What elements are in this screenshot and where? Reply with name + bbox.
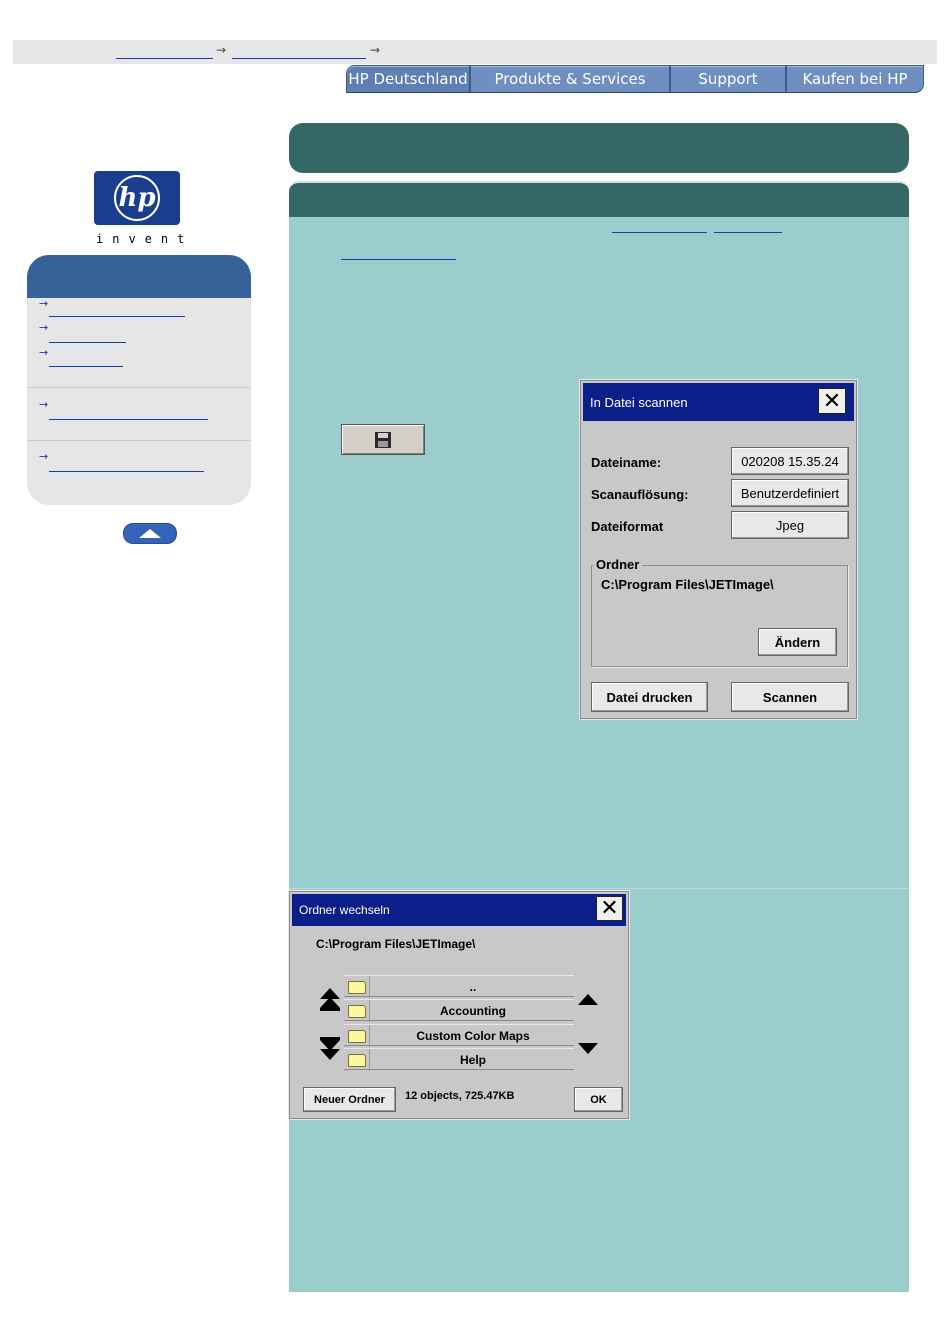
folder-list-item[interactable] bbox=[344, 1024, 574, 1046]
content-link-2[interactable] bbox=[714, 225, 782, 233]
file-format-select[interactable]: Jpeg bbox=[731, 511, 849, 539]
double-arrow-down-icon bbox=[320, 1037, 340, 1060]
sidebar-link-1[interactable] bbox=[49, 309, 185, 317]
scroll-down-button[interactable] bbox=[574, 1024, 602, 1072]
content-area bbox=[289, 217, 909, 1292]
close-icon[interactable]: ✕ bbox=[596, 896, 623, 921]
folder-name: .. bbox=[469, 980, 477, 994]
folder-icon bbox=[348, 1005, 366, 1018]
folder-status: 12 objects, 725.47KB bbox=[405, 1090, 515, 1102]
folder-list-item[interactable] bbox=[344, 1048, 574, 1070]
nav-tab-produkte-services[interactable]: Produkte & Services bbox=[470, 65, 670, 93]
sidebar-divider bbox=[27, 440, 251, 441]
sidebar-link-2[interactable] bbox=[49, 335, 126, 343]
hp-logo[interactable] bbox=[94, 171, 180, 225]
dialog-title: Ordner wechseln bbox=[292, 894, 626, 926]
resolution-label: Scanauflösung: bbox=[591, 487, 689, 502]
page-title-bar bbox=[289, 123, 909, 173]
arrow-icon: → bbox=[39, 398, 49, 411]
folder-icon bbox=[348, 981, 366, 994]
folder-name: Help bbox=[459, 1053, 486, 1067]
folder-name: Accounting bbox=[440, 1004, 506, 1018]
close-icon[interactable]: ✕ bbox=[818, 388, 846, 414]
folder-group-label: Ordner bbox=[593, 557, 642, 572]
content-link-3[interactable] bbox=[341, 252, 456, 260]
scroll-bottom-button[interactable] bbox=[316, 1024, 344, 1072]
print-file-button[interactable]: Datei drucken bbox=[591, 682, 708, 712]
floppy-disk-icon bbox=[375, 432, 391, 448]
dialog-title: In Datei scannen bbox=[583, 383, 854, 421]
hp-logo-tagline: invent bbox=[96, 232, 194, 246]
double-arrow-up-icon bbox=[320, 988, 340, 1011]
change-folder-button[interactable]: Ändern bbox=[758, 628, 837, 656]
breadcrumb-link-2[interactable] bbox=[232, 49, 366, 59]
arrow-icon: → bbox=[39, 321, 49, 334]
breadcrumb-arrow-icon: → bbox=[370, 43, 381, 57]
nav-tab-kaufen-bei-hp[interactable]: Kaufen bei HP bbox=[786, 65, 924, 93]
scroll-top-button[interactable] bbox=[316, 975, 344, 1023]
nav-tab-support[interactable]: Support bbox=[670, 65, 786, 93]
breadcrumb-arrow-icon: → bbox=[216, 43, 227, 57]
arrow-up-icon bbox=[139, 529, 161, 538]
current-folder-path: C:\Program Files\JETImage\ bbox=[316, 937, 476, 951]
sidebar-link-4[interactable] bbox=[49, 412, 208, 420]
arrow-icon: → bbox=[39, 297, 49, 310]
back-to-top-button[interactable] bbox=[123, 523, 177, 544]
folder-name: Custom Color Maps bbox=[416, 1029, 530, 1043]
scan-to-file-dialog bbox=[580, 380, 857, 719]
folder-icon bbox=[348, 1054, 366, 1067]
sidebar-link-3[interactable] bbox=[49, 359, 123, 367]
folder-list-item[interactable] bbox=[344, 975, 574, 997]
save-to-file-button[interactable] bbox=[341, 424, 425, 455]
breadcrumb bbox=[13, 40, 937, 64]
arrow-icon: → bbox=[39, 346, 49, 359]
folder-path: C:\Program Files\JETImage\ bbox=[601, 577, 774, 592]
scroll-up-button[interactable] bbox=[574, 975, 602, 1023]
new-folder-button[interactable]: Neuer Ordner bbox=[303, 1087, 396, 1112]
content-link-1[interactable] bbox=[612, 225, 707, 233]
sidebar-divider bbox=[27, 387, 251, 388]
sidebar-panel bbox=[27, 255, 251, 505]
ok-button[interactable]: OK bbox=[574, 1087, 623, 1112]
section-header-bar bbox=[289, 181, 909, 217]
hp-logo-mark: hp bbox=[114, 175, 160, 221]
filename-field[interactable]: 020208 15.35.24 bbox=[731, 447, 849, 475]
breadcrumb-link-1[interactable] bbox=[116, 49, 213, 59]
change-folder-dialog bbox=[289, 891, 629, 1119]
arrow-down-icon bbox=[578, 1043, 598, 1054]
scan-button[interactable]: Scannen bbox=[731, 682, 849, 712]
folder-icon bbox=[348, 1030, 366, 1043]
filename-label: Dateiname: bbox=[591, 455, 662, 470]
folder-list-item[interactable] bbox=[344, 999, 574, 1021]
resolution-select[interactable]: Benutzerdefiniert bbox=[731, 479, 849, 507]
sidebar-header bbox=[27, 255, 251, 298]
sidebar-link-5[interactable] bbox=[49, 464, 204, 472]
arrow-icon: → bbox=[39, 450, 49, 463]
nav-tab-hp-deutschland[interactable]: HP Deutschland bbox=[346, 65, 470, 93]
content-divider bbox=[289, 888, 909, 889]
arrow-up-icon bbox=[578, 994, 598, 1005]
file-format-label: Dateiformat bbox=[591, 519, 664, 534]
